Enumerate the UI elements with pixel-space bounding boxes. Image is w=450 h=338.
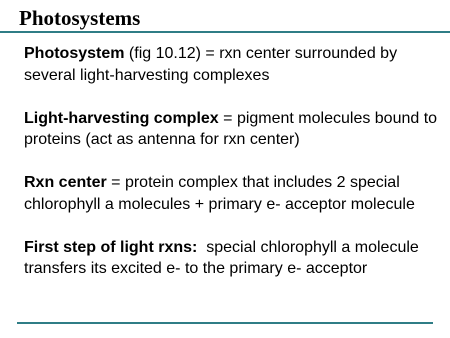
term-photosystem: Photosystem xyxy=(24,45,125,62)
term-rxn-center: Rxn center xyxy=(24,174,107,191)
bottom-divider xyxy=(17,322,433,324)
slide-body xyxy=(24,43,439,301)
definition-text-photosystem: (fig 10.12) = rxn center surrounded by several light-harvesting complexes xyxy=(24,45,398,84)
definition-photosystem xyxy=(24,43,439,86)
definition-text-rxn-center: = protein complex that includes 2 special chlorophyll a molecules + primary e- acceptor molecule xyxy=(24,174,415,213)
slide-title: Photosystems xyxy=(19,6,141,30)
title-divider xyxy=(0,31,450,33)
definition-rxn-center xyxy=(24,172,439,215)
definition-light-harvesting-complex xyxy=(24,108,439,151)
term-light-harvesting-complex: Light-harvesting complex xyxy=(24,109,219,127)
definition-first-step xyxy=(24,237,439,280)
definition-text-light-harvesting-complex: = pigment molecules bound to proteins (act as antenna for rxn center) xyxy=(24,109,438,148)
term-first-step: First step of light rxns: xyxy=(24,238,198,256)
definition-text-first-step: special chlorophyll a molecule transfers its excited e- to the primary e- acceptor xyxy=(24,238,424,277)
